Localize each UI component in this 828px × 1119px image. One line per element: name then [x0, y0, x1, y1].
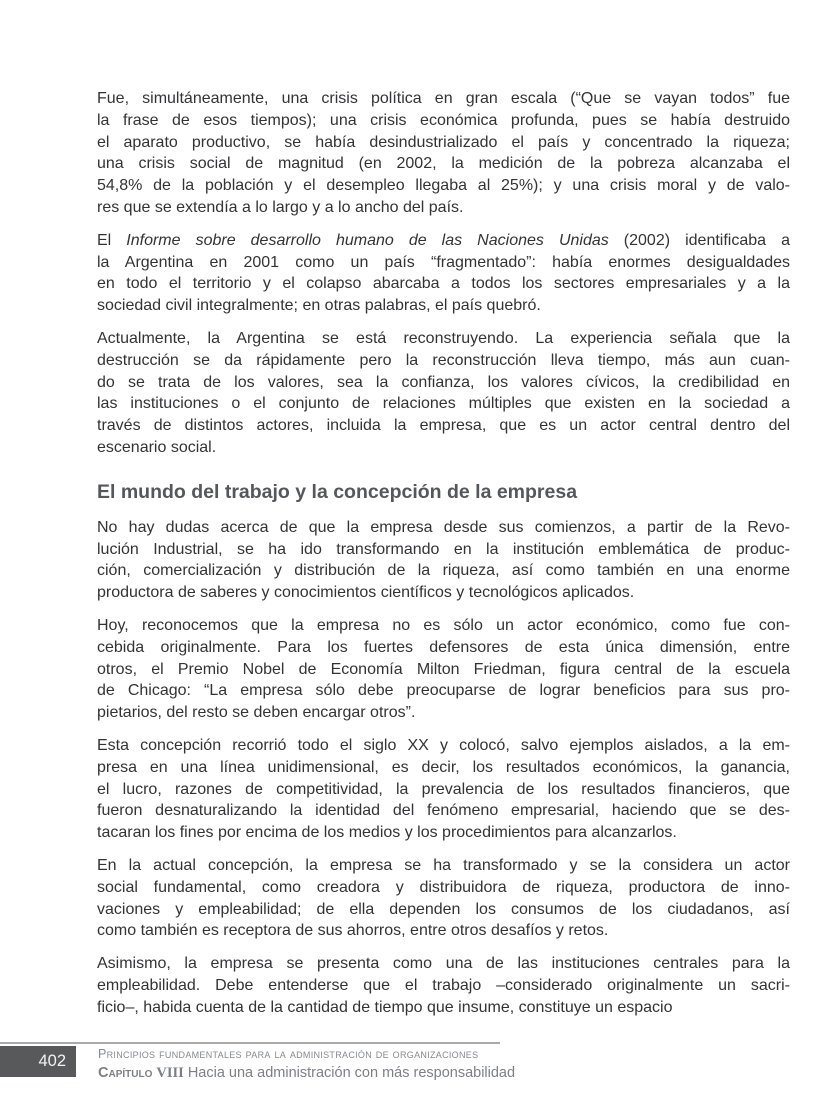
text-line: presa en una línea unidimensional, es decir, los resultados económicos, la ganancia, [97, 758, 790, 776]
text-line: sociedad civil integralmente; en otras palabras, el país quebró. [97, 297, 541, 315]
text-column [97, 88, 790, 1029]
text-line: Hoy, reconocemos que la empresa no es sólo un actor económico, como fue con- [97, 616, 790, 634]
text-line: Actualmente, la Argentina se está reconstruyendo. La experiencia señala que la [97, 329, 790, 347]
footer-book-title: Principios fundamentales para la administración de organizaciones [98, 1047, 479, 1061]
regular-text: (2002) identificaba a [608, 231, 790, 249]
text-line: res que se extendía a lo largo y a lo ancho del país. [97, 198, 464, 216]
paragraph [97, 517, 790, 604]
text-line: lución Industrial, se ha ido transformando en la institución emblemática de produc- [97, 540, 790, 558]
paragraph [97, 615, 790, 724]
footer-chapter-line [98, 1064, 515, 1083]
paragraph [97, 230, 790, 317]
text-line: destrucción se da rápidamente pero la reconstrucción lleva tiempo, más aun cuan- [97, 351, 790, 369]
text-line: la frase de esos tiempos); una crisis económica profunda, pues se había destruido [97, 111, 790, 129]
text-line: ficio–, habida cuenta de la cantidad de tiempo que insume, constituye un espacio [97, 998, 673, 1016]
text-line: las instituciones o el conjunto de relaciones múltiples que existen en la sociedad a [97, 395, 790, 413]
text-line: productora de saberes y conocimientos científicos y tecnológicos aplicados. [97, 584, 635, 602]
text-line: fueron desnaturalizando la identidad del fenómeno empresarial, haciendo que se des- [97, 802, 790, 820]
text-line: través de distintos actores, incluida la empresa, que es un actor central dentro del [97, 417, 790, 435]
italic-text: Informe sobre desarrollo humano de las Naciones Unidas [126, 231, 609, 249]
text-line: otros, el Premio Nobel de Economía Milton Friedman, figura central de la escuela [97, 660, 790, 678]
paragraph [97, 855, 790, 942]
text-line: Esta concepción recorrió todo el siglo XX y colocó, salvo ejemplos aislados, a la em- [97, 736, 790, 754]
text-line: escenario social. [97, 438, 217, 456]
text-line: cebida originalmente. Para los fuertes defensores de esta única dimensión, entre [97, 638, 790, 656]
text-line: 54,8% de la población y el desempleo llegaba al 25%); y una crisis moral y de valo- [97, 177, 790, 195]
text-line: el aparato productivo, se había desindustrializado el país y concentrado la riqueza; [97, 133, 790, 151]
text-line: en todo el territorio y el colapso abarcaba a todos los sectores empresariales y a la [97, 275, 790, 293]
text-line: social fundamental, como creadora y distribuidora de riqueza, productora de inno- [97, 878, 790, 896]
paragraph [97, 88, 790, 219]
text-line: Fue, simultáneamente, una crisis política en gran escala (“Que se vayan todos” fue [97, 90, 790, 107]
text-line: el lucro, razones de competitividad, la prevalencia de los resultados financieros, que [97, 780, 790, 798]
text-line: No hay dudas acerca de que la empresa desde sus comienzos, a partir de la Revo- [97, 518, 790, 536]
footer-chapter-label: Capítulo [98, 1065, 153, 1081]
text-line: de Chicago: “La empresa sólo debe preocuparse de lograr beneficios para sus pro- [97, 682, 790, 700]
text-line: Asimismo, la empresa se presenta como una de las instituciones centrales para la [97, 955, 790, 973]
paragraph [97, 328, 790, 459]
text-line: do se trata de los valores, sea la confianza, los valores cívicos, la credibilidad en [97, 373, 790, 391]
text-line: En la actual concepción, la empresa se ha transformado y se la considera un actor [97, 856, 790, 874]
regular-text: El [97, 231, 127, 249]
text-line: como también es receptora de sus ahorros, entre otros desafíos y retos. [97, 922, 609, 940]
text-line: la Argentina en 2001 como un país “fragmentado”: había enormes desigualdades [97, 253, 790, 271]
footer [98, 1047, 515, 1083]
text-line: tacaran los fines por encima de los medios y los procedimientos para alcanzarlos. [97, 824, 677, 842]
text-line: ción, comercialización y distribución de la riqueza, así como también en una enorme [97, 562, 790, 580]
page-number-badge: 402 [0, 1046, 76, 1077]
text-line [97, 230, 790, 252]
text-line: empleabilidad. Debe entenderse que el trabajo –considerado originalmente un sacri- [97, 976, 790, 994]
text-line: una crisis social de magnitud (en 2002, la medición de la pobreza alcanzaba el [97, 155, 790, 173]
footer-chapter-title: Hacia una administración con más responsabilidad [187, 1065, 516, 1081]
paragraph [97, 953, 790, 1018]
footer-chapter-number: VIII [156, 1065, 184, 1081]
footer-divider [0, 1042, 500, 1044]
text-line: vaciones y empleabilidad; de ella dependen los consumos de los ciudadanos, así [97, 900, 790, 918]
paragraph [97, 735, 790, 844]
text-line: pietarios, del resto se deben encargar otros”. [97, 704, 416, 722]
section-heading: El mundo del trabajo y la concepción de la empresa [97, 480, 578, 503]
